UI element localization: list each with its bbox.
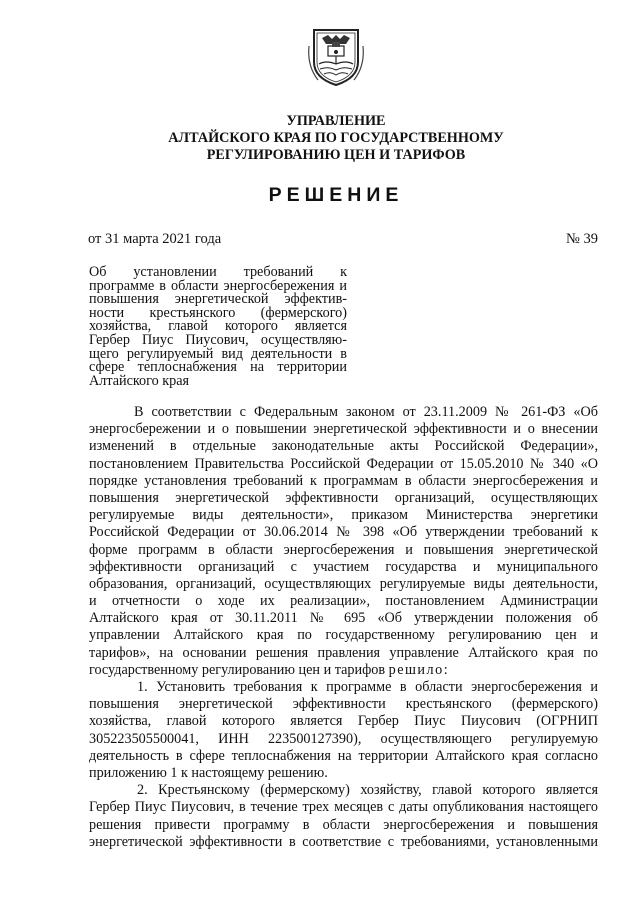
document-type-title: РЕШЕНИЕ [268, 184, 404, 206]
agency-line: АЛТАЙСКОГО КРАЯ ПО ГОСУДАРСТВЕННОМУ [168, 130, 504, 146]
subject-line: Об установлении требований к [89, 264, 347, 280]
body-line: решения привести программу в области энергосбережения и повышения [89, 816, 598, 833]
subject-line: программе в области энергосбережения и [89, 277, 347, 294]
body-line: и отчетности о ходе их реализации», постановлением Администрации [89, 593, 598, 610]
body-line: В соответствии с Федеральным законом от 23.11.2009 № 261-ФЗ «Об [134, 404, 598, 420]
body-line: управлении Алтайского края по государственному регулированию цен и [89, 627, 598, 644]
body-line: деятельность в сфере теплоснабжения на территории Алтайского края согласно [89, 747, 598, 764]
subject-line: ности крестьянского (фермерского) [89, 304, 347, 321]
subject-line: Гербер Пиус Пиусович, осуществляю- [89, 331, 347, 348]
subject-line: сфере теплоснабжения на территории [89, 359, 347, 376]
decided-word: решило: [388, 661, 450, 678]
subject-line: хозяйства, главой которого является [89, 318, 347, 335]
body-line [89, 662, 598, 679]
body-line: энергетической эффективности в соответствие с требованиями, установленными [89, 833, 598, 850]
body-line: повышения энергетической эффективности крестьянского (фермерского) [89, 696, 598, 713]
body-line: Российской Федерации от 30.06.2014 № 398 «Об утверждении требований к [89, 524, 598, 541]
body-line: Гербер Пиус Пиусович, в течение трех месяцев с даты опубликования настоящего [89, 799, 598, 816]
subject-line: Алтайского края [89, 372, 190, 389]
coat-of-arms-emblem [306, 26, 366, 88]
agency-line: РЕГУЛИРОВАНИЮ ЦЕН И ТАРИФОВ [206, 147, 466, 163]
body-line: регулируемые виды деятельности», приказом Министерства энергетики [89, 507, 598, 524]
document-date: от 31 марта 2021 года [88, 231, 222, 247]
body-line: порядке установления требований к программам в области энергосбережения и [89, 472, 598, 489]
body-line: 1. Установить требования к программе в области энергосбережения и [137, 679, 598, 695]
body-line-text: государственному регулированию цен и тарифов [89, 661, 386, 678]
body-line: приложению 1 к настоящему решению. [89, 764, 328, 781]
body-line: форме программ в области энергосбережения и повышения энергетической [89, 541, 598, 558]
document-body [89, 404, 598, 851]
body-line: Алтайского края от 30.11.2011 № 695 «Об утверждении положения об [89, 610, 598, 627]
subject-line: щего регулируемый вид деятельности в [89, 345, 347, 362]
subject-line: повышения энергетической эффектив- [89, 291, 347, 308]
body-line: повышения энергетической эффективности организаций, осуществляющих [89, 489, 598, 506]
body-line: эффективности организаций с участием государства и муниципального [89, 558, 598, 575]
agency-name [0, 113, 640, 164]
body-line: тарифов», на основании решения правления управление Алтайского края по [89, 644, 598, 661]
body-line: энергосбережении и о повышении энергетической эффективности и о внесении [89, 421, 598, 438]
document-number: № 39 [566, 231, 598, 247]
subject-block [89, 266, 347, 388]
body-line: постановлением Правительства Российской Федерации от 15.05.2010 № 340 «О [89, 455, 598, 472]
body-line: 305223505500041, ИНН 223500127390), осуществляющего регулируемую [89, 730, 598, 747]
agency-line: УПРАВЛЕНИЕ [286, 113, 386, 129]
body-line: образования, организаций, осуществляющих регулируемые виды деятельности, [89, 575, 598, 592]
body-line: изменений в отдельные законодательные акты Российской Федерации», [89, 438, 598, 455]
body-line: 2. Крестьянскому (фермерскому) хозяйству, главой которого является [137, 782, 598, 799]
body-line: хозяйства, главой которого является Гербер Пиус Пиусович (ОГРНИП [89, 713, 598, 730]
